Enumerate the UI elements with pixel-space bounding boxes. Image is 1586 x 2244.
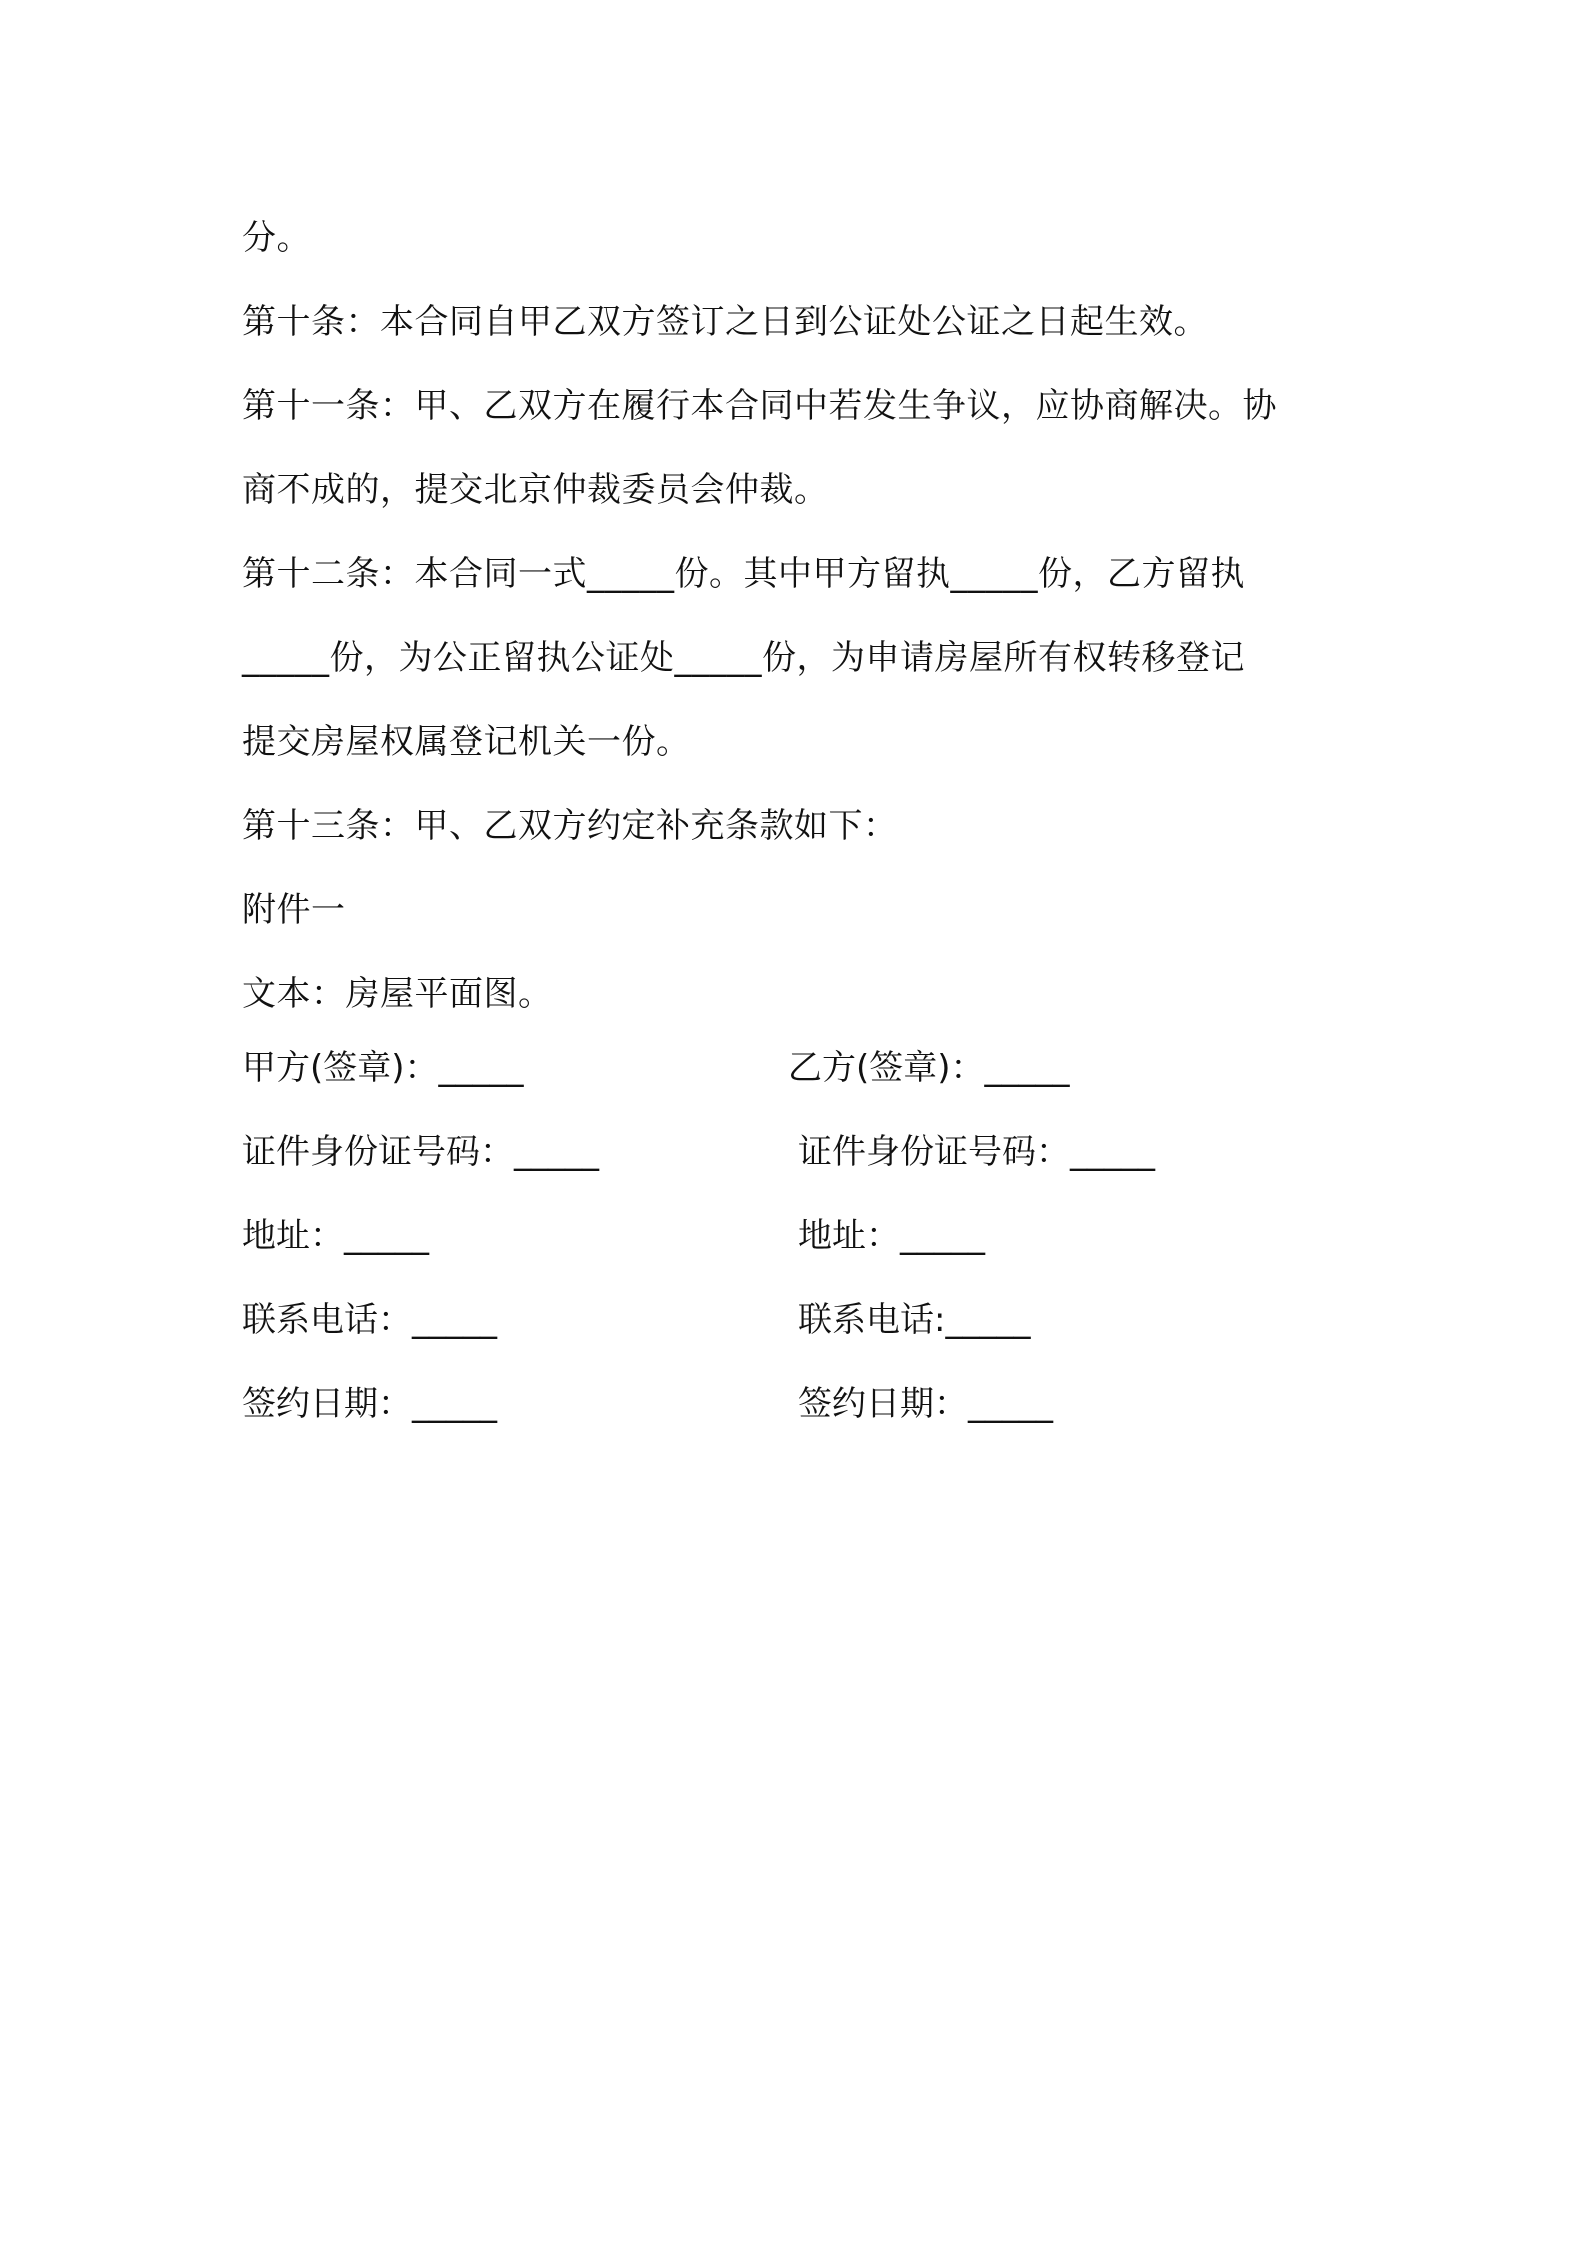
party-b-phone-field: 联系电话:_____ [798,1300,1031,1340]
party-b-seal-field: 乙方(签章)：_____ [788,1048,1070,1088]
attachment-heading: 附件一 [242,890,346,930]
party-b-id-field: 证件身份证号码：_____ [798,1132,1155,1172]
clause-11-line-1: 第十一条：甲、乙双方在履行本合同中若发生争议，应协商解决。协 [242,386,1277,426]
clause-12-line-2: _____份，为公正留执公证处_____份，为申请房屋所有权转移登记 [242,638,1245,678]
signature-row-id [242,1110,1362,1194]
party-a-phone-field: 联系电话：_____ [242,1300,497,1340]
party-a-address-field: 地址：_____ [242,1216,429,1256]
party-a-id-field: 证件身份证号码：_____ [242,1132,599,1172]
clause-12-line-3: 提交房屋权属登记机关一份。 [242,722,691,762]
party-b-date-field: 签约日期：_____ [798,1384,1053,1424]
signature-row-date [242,1362,1362,1446]
party-a-date-field: 签约日期：_____ [242,1384,497,1424]
contract-body [242,196,1362,1036]
party-a-seal-field: 甲方(签章)：_____ [242,1048,524,1088]
clause-13: 第十三条：甲、乙双方约定补充条款如下： [242,806,898,846]
signature-row-address [242,1194,1362,1278]
signature-block [242,1026,1362,1446]
party-b-address-field: 地址：_____ [798,1216,985,1256]
clause-10: 第十条：本合同自甲乙双方签订之日到公证处公证之日起生效。 [242,302,1208,342]
signature-row-phone [242,1278,1362,1362]
signature-row-seal [242,1026,1362,1110]
attachment-text: 文本：房屋平面图。 [242,974,553,1014]
clause-12-line-1: 第十二条：本合同一式_____份。其中甲方留执_____份，乙方留执 [242,554,1245,594]
paragraph-line: 分。 [242,218,311,258]
clause-11-line-2: 商不成的，提交北京仲裁委员会仲裁。 [242,470,829,510]
